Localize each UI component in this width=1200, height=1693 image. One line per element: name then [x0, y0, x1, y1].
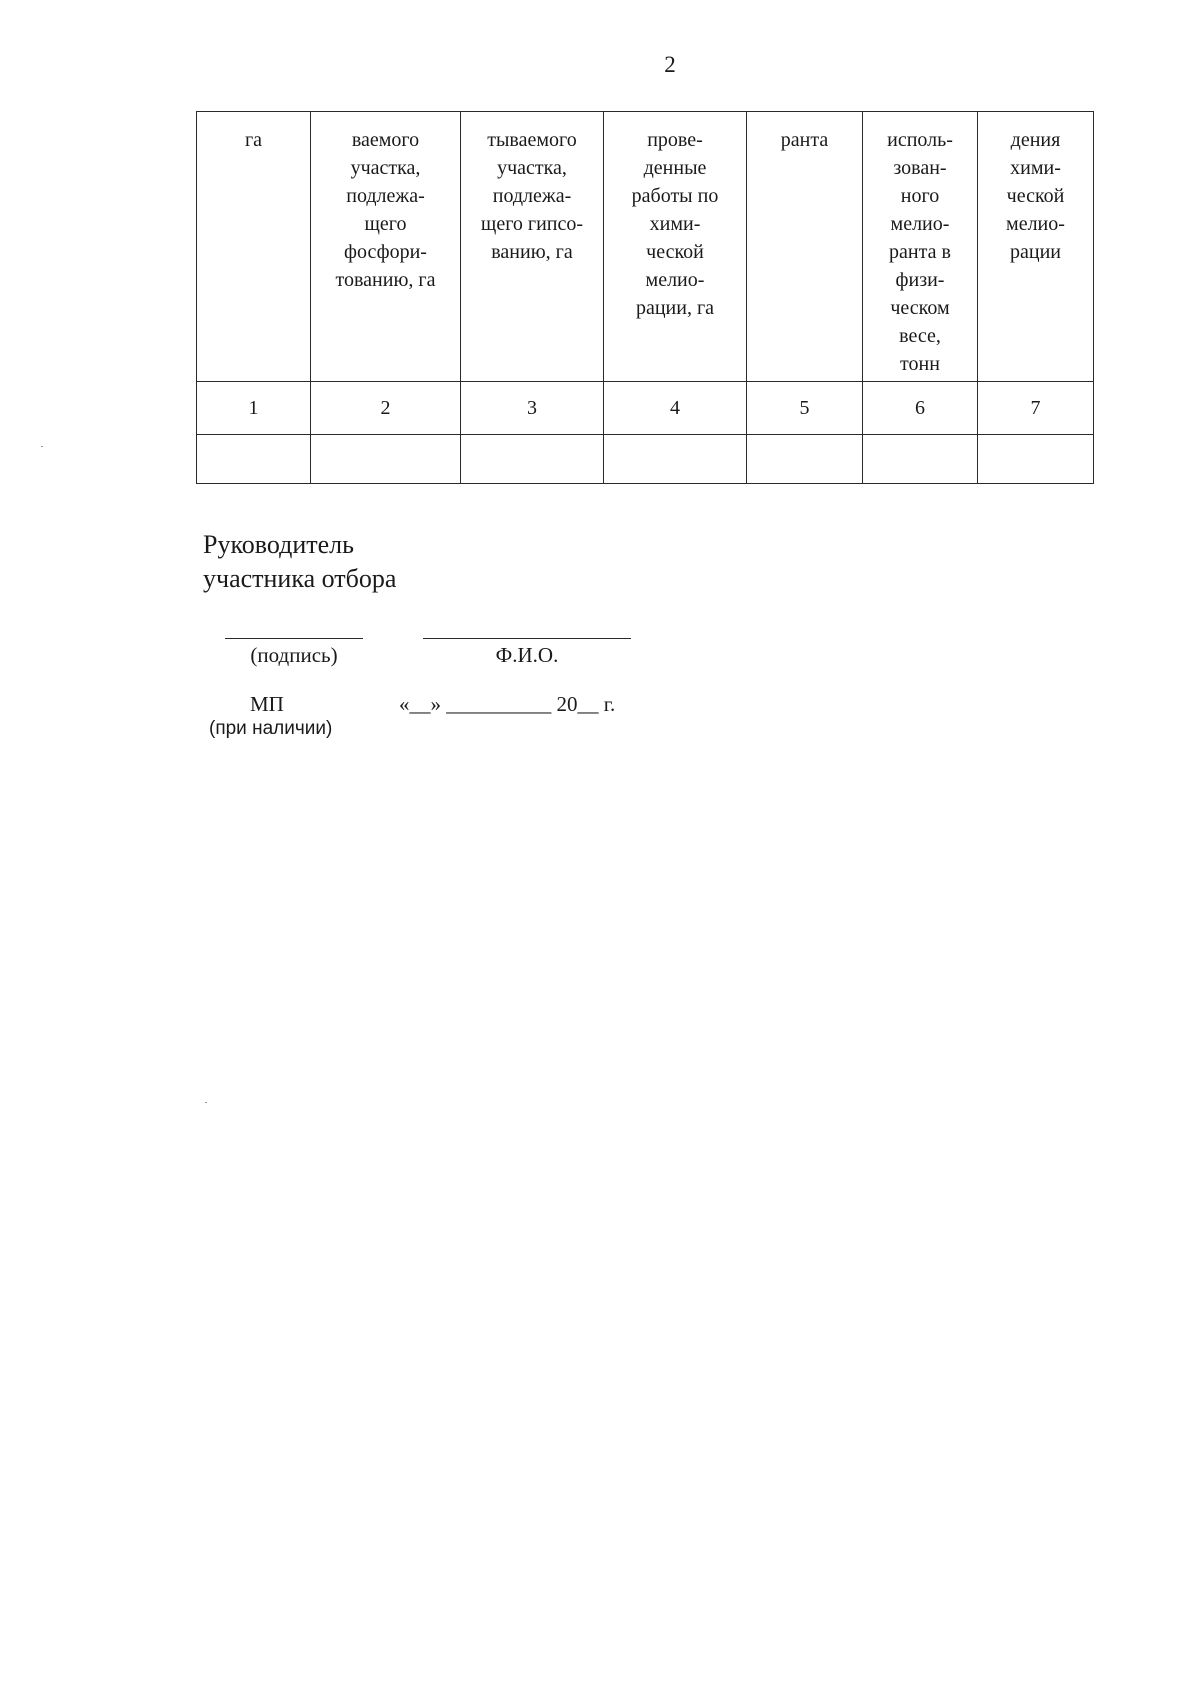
column-number-cell: 1	[197, 382, 311, 435]
table-header-cell: тываемого участка, подлежа- щего гипсо- ванию, га	[461, 112, 604, 382]
table-cell	[197, 435, 311, 484]
column-number-cell: 6	[863, 382, 978, 435]
page-number: 2	[664, 52, 676, 77]
table-cell	[604, 435, 747, 484]
date-line: «__» __________ 20__ г.	[399, 692, 616, 716]
table-cell	[978, 435, 1094, 484]
table-header-cell: га	[197, 112, 311, 382]
column-number-cell: 7	[978, 382, 1094, 435]
column-number-cell: 5	[747, 382, 863, 435]
table-header-cell: исполь- зован- ного мелио- ранта в физи- ческом весе, тонн	[863, 112, 978, 382]
signatory-block	[203, 528, 396, 596]
name-line	[423, 638, 631, 639]
table-header-cell: прове- денные работы по хими- ческой мелио- рации, га	[604, 112, 747, 382]
stamp-note: (при наличии)	[209, 718, 333, 739]
signature-line	[225, 638, 363, 639]
table-header-cell: ваемого участка, подлежа- щего фосфори- тованию, га	[311, 112, 461, 382]
name-caption: Ф.И.О.	[495, 643, 559, 667]
scan-speck	[205, 1102, 207, 1103]
table-header-row	[197, 112, 1094, 382]
column-number-cell: 3	[461, 382, 604, 435]
table-header-cell: дения хими- ческой мелио- рации	[978, 112, 1094, 382]
stamp-label: МП	[250, 692, 284, 716]
signatory-role-line1: Руководитель	[203, 530, 354, 559]
table-cell	[311, 435, 461, 484]
signature-caption: (подпись)	[250, 643, 338, 667]
table-cell	[461, 435, 604, 484]
column-number-cell: 2	[311, 382, 461, 435]
signatory-role-line2: участника отбора	[203, 564, 397, 593]
scan-speck	[41, 446, 43, 447]
column-number-row	[197, 382, 1094, 435]
table-cell	[863, 435, 978, 484]
chemical-melioration-table	[196, 111, 1094, 484]
table-row	[197, 435, 1094, 484]
column-number-cell: 4	[604, 382, 747, 435]
table-header-cell: ранта	[747, 112, 863, 382]
table-cell	[747, 435, 863, 484]
